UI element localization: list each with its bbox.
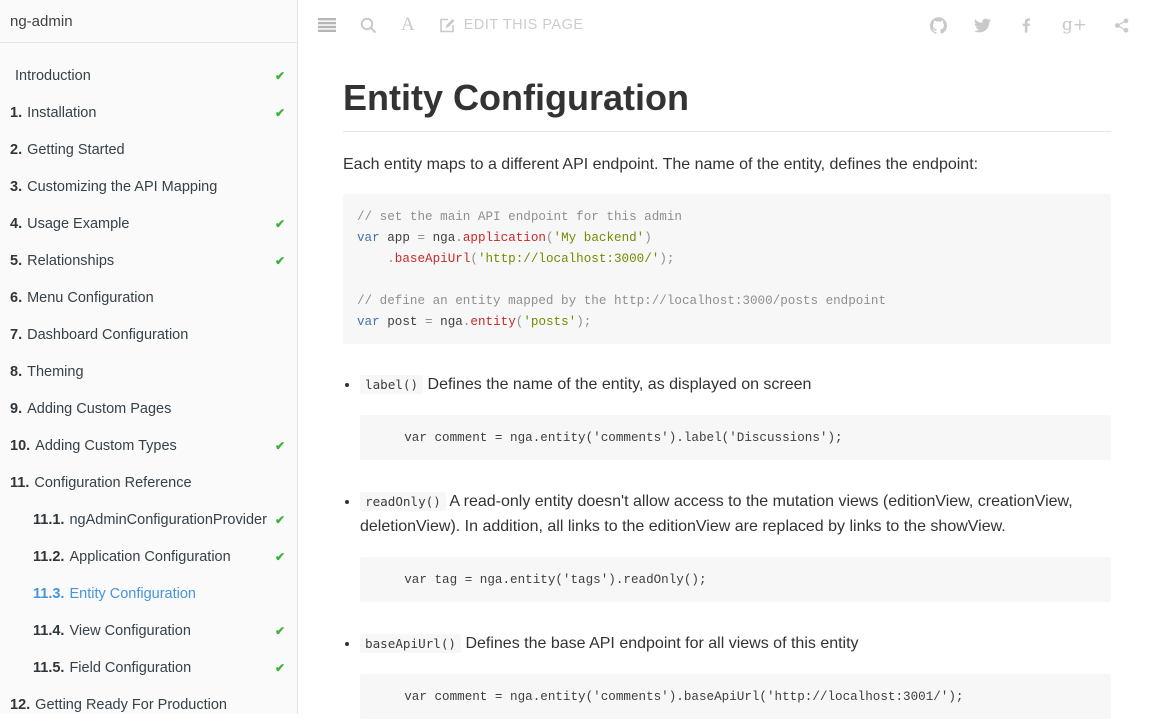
item-label: Adding Custom Pages: [27, 401, 172, 417]
main-area: [299, 0, 1152, 714]
item-number: 11.2.: [33, 549, 65, 565]
check-icon: ✔: [274, 69, 285, 83]
edit-icon: [439, 17, 456, 34]
bullet-list: [343, 372, 1111, 719]
item-number: 11.4.: [33, 623, 65, 639]
method-name-code: baseApiUrl(): [360, 634, 461, 653]
share-icon: [1114, 17, 1130, 34]
toolbar-right: [930, 15, 1130, 35]
item-number: 12.: [10, 697, 31, 713]
search-icon: [360, 17, 377, 34]
snippet-code: var comment = nga.entity('comments').label('Discussions');: [374, 431, 843, 445]
item-label: Relationships: [27, 253, 115, 269]
sidebar-item[interactable]: [0, 354, 297, 391]
sidebar-item[interactable]: [0, 132, 297, 169]
snippet-code-block: [360, 674, 1111, 719]
sidebar-item[interactable]: [0, 243, 297, 280]
sidebar-item[interactable]: [0, 576, 297, 613]
main-code-block: [343, 194, 1111, 344]
check-icon: ✔: [274, 439, 285, 453]
bullet-item: [360, 631, 1111, 719]
item-label: ngAdminConfigurationProvider: [69, 512, 267, 528]
sidebar-item[interactable]: [0, 95, 297, 132]
bullet-item: [360, 372, 1111, 460]
item-label: Introduction: [15, 68, 91, 84]
sidebar-item[interactable]: [0, 58, 297, 95]
item-number: 9.: [10, 401, 23, 417]
font-settings-icon: A: [401, 14, 415, 35]
sidebar-item[interactable]: [0, 317, 297, 354]
twitter-icon: [974, 17, 991, 34]
share-button[interactable]: [1114, 17, 1130, 34]
item-number: 10.: [10, 438, 31, 454]
item-number: 2.: [10, 142, 23, 158]
toolbar-left: [318, 14, 584, 36]
intro-paragraph: Each entity maps to a different API endpoint. The name of the entity, defines the endpoint:: [343, 156, 979, 173]
item-number: 5.: [10, 253, 23, 269]
snippet-code-block: [360, 415, 1111, 460]
sidebar-item[interactable]: [0, 391, 297, 428]
toolbar: [299, 0, 1152, 50]
check-icon: ✔: [274, 513, 285, 527]
check-icon: ✔: [274, 254, 285, 268]
item-label: Theming: [27, 364, 84, 380]
item-label: Getting Ready For Production: [35, 697, 227, 713]
check-icon: ✔: [274, 217, 285, 231]
item-number: 11.3.: [33, 586, 65, 602]
page-title: Entity Configuration: [343, 78, 1111, 132]
check-icon: ✔: [274, 106, 285, 120]
sidebar-item[interactable]: [0, 206, 297, 243]
snippet-code-block: [360, 557, 1111, 602]
edit-this-page-button[interactable]: [439, 17, 584, 34]
item-label: Dashboard Configuration: [27, 327, 189, 343]
sidebar-nav: [0, 43, 297, 724]
bullet-text: A read-only entity doesn't allow access to the mutation views (editionView, creationView, deletionView). In addition, all links to the editionView are replaced by links to the showView.: [360, 493, 1073, 535]
item-label: Entity Configuration: [69, 586, 196, 602]
method-name-code: label(): [360, 375, 423, 394]
item-label: Configuration Reference: [34, 475, 192, 491]
facebook-icon: [1018, 17, 1035, 34]
facebook-link[interactable]: [1018, 17, 1035, 34]
bullet-text: Defines the name of the entity, as displayed on screen: [423, 376, 812, 393]
sidebar-item[interactable]: [0, 650, 297, 687]
sidebar: [0, 0, 298, 714]
sidebar-item[interactable]: [0, 687, 297, 724]
item-label: Customizing the API Mapping: [27, 179, 218, 195]
menu-toggle-button[interactable]: [318, 18, 336, 32]
item-label: Usage Example: [27, 216, 130, 232]
method-name-code: readOnly(): [360, 492, 446, 511]
book-title: ng-admin: [10, 12, 73, 30]
sidebar-item[interactable]: [0, 280, 297, 317]
menu-icon: [318, 18, 336, 32]
sidebar-item[interactable]: [0, 613, 297, 650]
sidebar-item[interactable]: [0, 539, 297, 576]
sidebar-item[interactable]: [0, 169, 297, 206]
check-icon: ✔: [274, 624, 285, 638]
check-icon: ✔: [274, 661, 285, 675]
github-icon: [930, 17, 947, 34]
sidebar-header: [0, 0, 297, 43]
page-content: [299, 50, 1152, 719]
item-label: Installation: [27, 105, 97, 121]
check-icon: ✔: [274, 550, 285, 564]
sidebar-item[interactable]: [0, 465, 297, 502]
bullet-item: [360, 489, 1111, 602]
snippet-code: var comment = nga.entity('comments').baseApiUrl('http://localhost:3001/');: [374, 690, 964, 704]
snippet-code: var tag = nga.entity('tags').readOnly();: [374, 573, 707, 587]
item-number: 4.: [10, 216, 23, 232]
item-number: 11.5.: [33, 660, 65, 676]
item-number: 11.1.: [33, 512, 65, 528]
github-link[interactable]: [930, 17, 947, 34]
item-label: Menu Configuration: [27, 290, 154, 306]
edit-this-page-label: EDIT THIS PAGE: [463, 17, 584, 33]
item-number: 1.: [10, 105, 23, 121]
item-label: Field Configuration: [69, 660, 192, 676]
item-number: 11.: [10, 475, 30, 491]
googleplus-link[interactable]: [1062, 15, 1087, 35]
item-label: View Configuration: [69, 623, 191, 639]
item-label: Adding Custom Types: [35, 438, 177, 454]
item-label: Application Configuration: [69, 549, 231, 565]
item-label: Getting Started: [27, 142, 125, 158]
main-code: // set the main API endpoint for this admin var app = nga.application('My backend') .baseApiUrl('http://localhost:3000/'); // define an entity mapped by the http://localhost:3000/posts endpoint var post = nga.entity('posts');: [357, 210, 887, 329]
item-number: 7.: [10, 327, 23, 343]
item-number: 3.: [10, 179, 23, 195]
font-settings-button[interactable]: [401, 14, 415, 36]
search-button[interactable]: [360, 17, 377, 34]
item-number: 8.: [10, 364, 23, 380]
googleplus-icon: g+: [1061, 15, 1087, 35]
sidebar-item[interactable]: [0, 502, 297, 539]
item-number: 6.: [10, 290, 23, 306]
twitter-link[interactable]: [974, 17, 991, 34]
sidebar-item[interactable]: [0, 428, 297, 465]
bullet-text: Defines the base API endpoint for all views of this entity: [461, 635, 859, 652]
